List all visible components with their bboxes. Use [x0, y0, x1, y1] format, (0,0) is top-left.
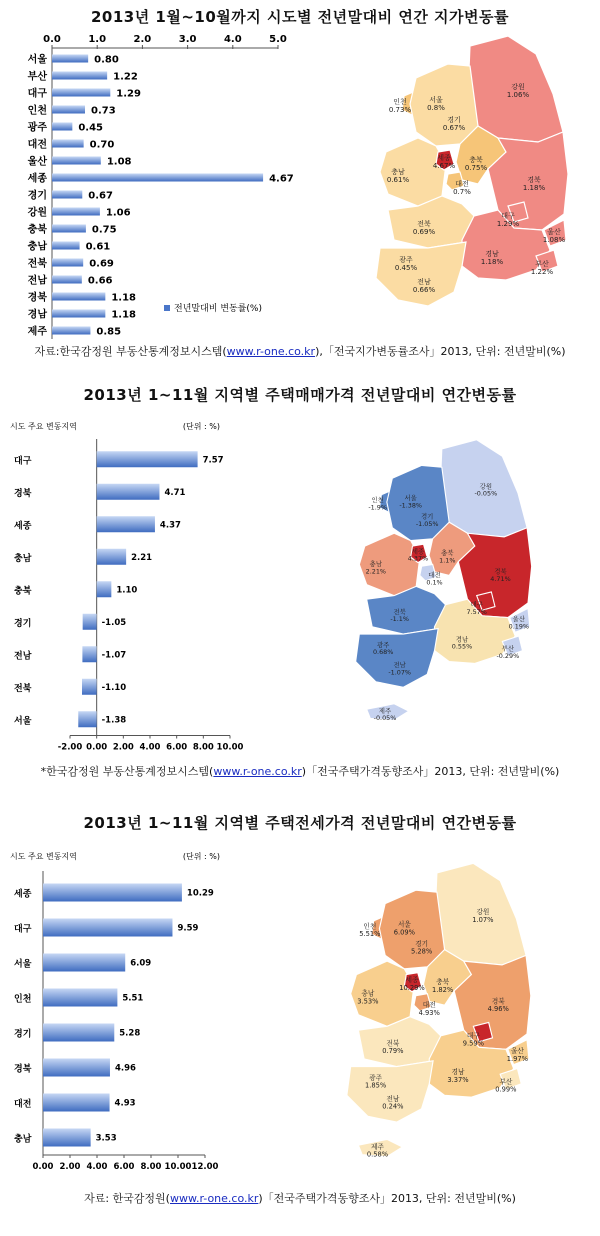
map-region-name: 울산: [512, 615, 526, 624]
category-label: 울산: [27, 156, 47, 168]
map-region: [367, 586, 446, 634]
category-label: 충남: [14, 1134, 32, 1145]
data-label: 0.80: [94, 54, 119, 66]
chart1-plot: [0, 28, 300, 358]
map-region-value: 0.73%: [388, 106, 412, 114]
map-region-name: 서울: [397, 920, 411, 929]
map-region: [358, 1017, 440, 1067]
category-label: 대전: [14, 1099, 32, 1110]
category-label: 대전: [27, 139, 47, 151]
map-region-value: 1.08%: [542, 236, 566, 244]
data-label: 1.29: [116, 88, 141, 100]
map-region-value: 4.37%: [407, 554, 429, 563]
chart2-source: *한국감정원 부동산통계정보시스템(www.r-one.co.kr)「전국주택가격동향조사」2013, 단위: 전년말비(%): [40, 765, 560, 778]
bar: [78, 711, 96, 727]
bar: [97, 484, 160, 500]
category-label: 제주: [27, 326, 47, 338]
data-label: 3.53: [95, 1133, 117, 1144]
category-label: 인천: [27, 105, 47, 117]
map-region-name: 울산: [510, 1047, 524, 1056]
map-region-name: 부산: [499, 1077, 513, 1086]
map-region-name: 울산: [547, 228, 561, 236]
map-region-name: 서울: [404, 494, 417, 503]
category-label: 충북: [14, 586, 32, 597]
map-region-name: 경기: [415, 939, 429, 948]
map-region-value: 0.55%: [451, 642, 473, 651]
chart2-plot: [0, 415, 300, 755]
bar: [52, 174, 263, 182]
category-label: 충남: [27, 241, 47, 253]
map-region-value: 5.28%: [410, 947, 433, 956]
map-region-value: -0.29%: [496, 651, 520, 660]
category-label: 경북: [14, 1064, 32, 1075]
category-label: 경북: [27, 292, 47, 304]
map-region-value: 1.82%: [432, 985, 454, 994]
map-region-value: 4.71%: [490, 574, 511, 583]
map-region-name: 전남: [393, 661, 406, 670]
map-region-value: 0.79%: [382, 1047, 404, 1056]
x-tick-label: 10.00: [216, 742, 244, 753]
category-label: 경기: [27, 190, 47, 202]
category-label: 대구: [14, 456, 32, 467]
map-region-value: 0.66%: [412, 286, 436, 294]
category-label: 서울: [14, 959, 32, 970]
map-region-value: 1.97%: [506, 1054, 529, 1063]
map-region-name: 대전: [422, 1001, 436, 1010]
map-region-value: 1.22%: [530, 268, 554, 276]
x-tick-label: 8.00: [140, 1162, 162, 1172]
map-region-value: 7.57%: [466, 607, 487, 616]
map-region-value: 0.61%: [386, 176, 410, 184]
bar: [52, 327, 90, 335]
map-region-value: 0.58%: [366, 1150, 389, 1159]
x-tick-label: 0.00: [32, 1162, 54, 1172]
map-region-name: 대구: [466, 1031, 480, 1040]
map-region-name: 경북: [491, 997, 505, 1006]
map-region-value: 0.19%: [508, 622, 530, 631]
map1-korea: [348, 34, 588, 344]
map-region-name: 광주: [399, 256, 413, 264]
bar: [52, 242, 80, 250]
bar: [43, 954, 125, 972]
chart-subtitle: 시도 주요 변동지역: [10, 852, 77, 861]
data-label: 4.71: [164, 487, 186, 498]
data-label: 0.61: [85, 241, 111, 253]
data-label: -1.07: [101, 650, 127, 661]
bar: [43, 989, 117, 1007]
map-region-value: 4.96%: [487, 1004, 509, 1013]
map-region-name: 강원: [479, 482, 493, 491]
bar: [43, 1129, 91, 1147]
data-label: 0.73: [90, 105, 116, 117]
map-region-name: 서울: [429, 96, 443, 104]
map-region-name: 경남: [485, 250, 499, 258]
category-label: 경남: [27, 309, 47, 321]
x-tick-label: 4.00: [139, 742, 161, 753]
data-label: 0.70: [89, 139, 115, 151]
category-label: 세종: [27, 173, 47, 185]
bar: [43, 884, 182, 902]
category-label: 서울: [27, 54, 47, 66]
x-tick-label: -2.00: [57, 742, 83, 753]
map-region-value: 10.29%: [399, 983, 425, 992]
bar: [52, 157, 101, 165]
data-label: 4.67: [269, 173, 294, 185]
data-label: 0.67: [88, 190, 113, 202]
bar: [43, 1094, 110, 1112]
bar: [43, 1024, 114, 1042]
map-region-name: 전북: [393, 607, 406, 616]
data-label: 4.37: [159, 520, 181, 531]
unit-label: (단위 : %): [182, 852, 220, 861]
category-label: 전북: [14, 683, 32, 694]
map-region-name: 대전: [455, 180, 469, 188]
bar: [52, 208, 100, 216]
map-region-name: 충북: [441, 549, 454, 558]
chart3-plot: [0, 845, 300, 1185]
data-label: 0.75: [91, 224, 117, 236]
x-tick-label: 12.00: [191, 1162, 219, 1172]
map-region-value: 0.75%: [464, 164, 488, 172]
chart3-source: 자료: 한국감정원(www.r-one.co.kr)「전국주택가격동향조사」2013, 단위: 전년말비(%): [84, 1192, 516, 1205]
data-label: 0.66: [87, 275, 113, 287]
bar: [52, 89, 110, 97]
source-link[interactable]: www.r-one.co.kr: [169, 1192, 259, 1205]
data-label: 2.21: [131, 552, 153, 563]
bar: [97, 581, 112, 597]
map-region-value: -0.05%: [373, 714, 397, 723]
map-region-value: 1.06%: [506, 91, 530, 99]
category-label: 전북: [27, 258, 47, 270]
bar: [52, 140, 84, 148]
map-region: [388, 196, 474, 248]
bar: [97, 549, 126, 565]
map-region-value: -1.38%: [399, 501, 423, 510]
map-region-value: 1.07%: [472, 915, 494, 924]
data-label: 1.10: [116, 585, 138, 596]
map-region-name: 경기: [420, 512, 434, 521]
bar: [43, 919, 172, 937]
map3-korea: [320, 845, 550, 1175]
data-label: 0.69: [89, 258, 114, 270]
map-region-name: 부산: [501, 644, 515, 653]
x-tick-label: 10.00: [164, 1162, 192, 1172]
data-label: 1.22: [113, 71, 138, 83]
map-region-value: 1.18%: [522, 184, 546, 192]
map-region-value: -0.05%: [474, 489, 498, 498]
category-label: 충북: [27, 224, 47, 236]
map-region-name: 광주: [376, 640, 390, 649]
map-region: [347, 1061, 433, 1122]
map-region: [351, 961, 414, 1026]
map-region-value: 0.69%: [412, 228, 436, 236]
map-region-name: 대구: [470, 600, 483, 609]
category-label: 경기: [14, 1029, 32, 1040]
category-label: 충남: [14, 553, 32, 564]
map-region: [376, 242, 466, 306]
data-label: -1.10: [101, 682, 127, 693]
category-label: 광주: [27, 122, 47, 134]
data-label: 0.45: [78, 122, 104, 134]
map-region-value: 0.45%: [394, 264, 418, 272]
map-region-value: 0.7%: [453, 188, 471, 196]
map-region-value: 2.21%: [365, 567, 387, 576]
map-region-name: 충남: [369, 560, 383, 569]
map-region-value: 1.85%: [364, 1081, 387, 1090]
map-region-name: 충남: [361, 989, 375, 998]
bar: [52, 225, 86, 233]
bar: [82, 646, 96, 662]
map-region-name: 전북: [386, 1039, 400, 1048]
map-region-value: 3.53%: [357, 997, 379, 1006]
map-region-value: 0.8%: [427, 104, 445, 112]
x-tick-label: 3.0: [178, 34, 197, 45]
data-label: 10.29: [186, 888, 214, 899]
map-region-name: 제주: [371, 1142, 384, 1151]
bar: [97, 516, 155, 532]
x-tick-label: 6.00: [166, 742, 188, 753]
bar: [52, 72, 107, 80]
map-region-name: 전남: [386, 1095, 400, 1104]
map2-korea: [330, 415, 550, 745]
map-region-value: 9.59%: [462, 1039, 484, 1048]
legend-label: 전년말대비 변동률(%): [174, 304, 262, 314]
legend-swatch: [164, 305, 170, 311]
bar: [97, 451, 198, 467]
map-region-name: 인천: [371, 496, 384, 505]
data-label: 9.59: [177, 923, 199, 934]
bar: [52, 191, 82, 199]
map-region-value: -1.9%: [368, 503, 387, 512]
map-region-name: 충남: [391, 168, 405, 176]
category-label: 강원: [27, 207, 47, 219]
map-region-name: 경남: [451, 1068, 465, 1077]
chart2-title: 2013년 1~11월 지역별 주택매매가격 전년말대비 연간변동률: [83, 386, 517, 404]
map-region-value: 1.1%: [439, 556, 456, 565]
x-tick-label: 4.00: [86, 1162, 108, 1172]
x-tick-label: 2.00: [112, 742, 134, 753]
data-label: -1.38: [101, 715, 127, 726]
data-label: 4.96: [114, 1063, 136, 1074]
map-region-name: 전남: [417, 278, 431, 286]
map-region-value: 0.1%: [426, 578, 443, 587]
map-region-name: 제주: [378, 706, 392, 715]
map-region-name: 강원: [476, 908, 490, 917]
category-label: 서울: [14, 716, 32, 727]
map-region-value: 6.09%: [393, 928, 415, 937]
bar: [82, 679, 97, 695]
bar: [83, 614, 97, 630]
source-link[interactable]: www.r-one.co.kr: [213, 765, 302, 778]
map-regions: [376, 36, 568, 306]
map-region-name: 경북: [494, 567, 507, 576]
x-tick-label: 4.0: [223, 34, 242, 45]
data-label: 1.06: [105, 207, 131, 219]
data-label: 6.09: [130, 958, 152, 969]
map-region-name: 인천: [363, 922, 377, 931]
map-region-name: 세종: [437, 154, 451, 162]
x-tick-label: 1.0: [88, 34, 107, 45]
data-label: 1.18: [111, 292, 137, 304]
x-tick-label: 5.0: [269, 34, 287, 45]
category-label: 경기: [14, 618, 32, 629]
chart1-title: 2013년 1월~10월까지 시도별 전년말대비 연간 지가변동률: [90, 8, 510, 26]
map-region-name: 경북: [527, 176, 541, 184]
category-label: 세종: [14, 889, 32, 900]
map-regions: [356, 440, 532, 723]
bar: [52, 123, 72, 131]
map-region-name: 세종: [411, 547, 425, 556]
data-label: 0.85: [96, 326, 122, 338]
x-tick-label: 6.00: [113, 1162, 135, 1172]
map-region-name: 경기: [447, 116, 461, 124]
data-label: 7.57: [202, 455, 224, 466]
map-region-name: 광주: [369, 1073, 383, 1082]
category-label: 대구: [27, 88, 47, 100]
map-region-value: 0.99%: [495, 1085, 517, 1094]
map-region-name: 경남: [455, 635, 469, 644]
map-region-value: 5.51%: [359, 930, 381, 939]
data-label: 5.28: [119, 1028, 141, 1039]
bar: [52, 293, 105, 301]
data-label: 4.93: [114, 1098, 136, 1109]
map-region-value: -1.05%: [415, 519, 439, 528]
source-link[interactable]: www.r-one.co.kr: [226, 345, 316, 358]
map-region-name: 전북: [417, 220, 431, 228]
map-region-name: 세종: [405, 976, 419, 985]
category-label: 대구: [14, 924, 32, 935]
data-label: 1.08: [106, 156, 132, 168]
chart3-title: 2013년 1~11월 지역별 주택전세가격 전년말대비 연간변동률: [83, 814, 517, 832]
data-label: 5.51: [122, 993, 144, 1004]
map-region-value: 1.29%: [496, 220, 520, 228]
bar: [52, 106, 85, 114]
data-label: -1.05: [101, 617, 127, 628]
map-region-value: 3.37%: [447, 1075, 469, 1084]
category-label: 경북: [14, 488, 32, 499]
map-region-name: 충북: [436, 978, 450, 987]
bar: [43, 1059, 110, 1077]
bar: [52, 276, 82, 284]
map-region-name: 인천: [393, 98, 407, 106]
category-label: 인천: [14, 994, 32, 1005]
map-region-value: 1.18%: [480, 258, 504, 266]
map-region-name: 대전: [428, 571, 441, 580]
x-tick-label: 2.0: [133, 34, 152, 45]
x-tick-label: 8.00: [192, 742, 214, 753]
map-region-name: 충북: [469, 156, 483, 164]
x-tick-label: 0.00: [86, 742, 108, 753]
map-region-value: 0.24%: [382, 1102, 404, 1111]
map-region: [380, 138, 446, 206]
map-region: [356, 629, 439, 688]
map-region-name: 부산: [535, 260, 549, 268]
map-region-value: 4.93%: [418, 1008, 440, 1017]
map-region-value: 0.68%: [372, 648, 394, 657]
data-label: 1.18: [111, 309, 137, 321]
map-region-name: 강원: [511, 83, 525, 91]
category-label: 전남: [27, 275, 47, 287]
map-region-value: -1.07%: [388, 668, 412, 677]
bar: [52, 55, 88, 63]
map-region-value: 4.67%: [432, 162, 456, 170]
chart1-source: 자료:한국감정원 부동산통계정보시스템(www.r-one.co.kr),「전국지가변동률조사」2013, 단위: 전년말비(%): [34, 345, 566, 358]
category-label: 세종: [14, 521, 32, 532]
chart-subtitle: 시도 주요 변동지역: [10, 422, 77, 431]
category-label: 부산: [27, 71, 47, 83]
x-tick-label: 0.0: [43, 34, 61, 45]
unit-label: (단위 : %): [182, 422, 220, 431]
category-label: 전남: [14, 651, 32, 662]
map-region-value: 0.67%: [442, 124, 466, 132]
bar: [52, 310, 105, 318]
bar: [52, 259, 83, 267]
x-tick-label: 2.00: [59, 1162, 81, 1172]
map-region-name: 대구: [501, 212, 515, 220]
map-region-value: -1.1%: [390, 615, 409, 624]
map-regions: [347, 863, 531, 1158]
map-region: [359, 533, 420, 595]
